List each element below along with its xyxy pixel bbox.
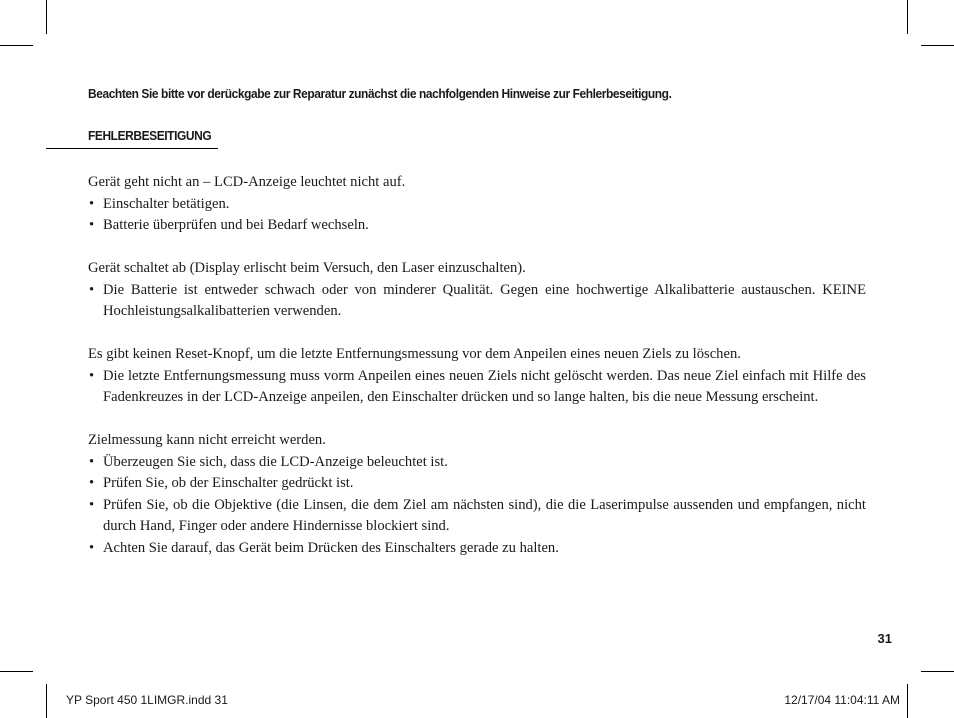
crop-mark-top-right-vertical — [907, 0, 908, 34]
page-number: 31 — [877, 631, 892, 646]
problem-statement: Gerät geht nicht an – LCD-Anzeige leuchtet nicht auf. — [88, 174, 406, 190]
troubleshooting-item — [88, 258, 866, 323]
solution-item: • Achten Sie darauf, das Gerät beim Drücken des Einschalters gerade zu halten. — [88, 538, 866, 560]
solution-item: • Prüfen Sie, ob der Einschalter gedrückt ist. — [88, 473, 866, 495]
crop-mark-bottom-right-vertical — [907, 684, 908, 718]
solution-item: • Prüfen Sie, ob die Objektive (die Linsen, die dem Ziel am nächsten sind), die die Laserimpulse aussenden und empfangen, nicht durch Hand, Finger oder andere Hindernisse blockiert sind. — [88, 495, 866, 538]
print-slug-file: YP Sport 450 1LIMGR.indd 31 — [66, 693, 228, 707]
problem-statement: Es gibt keinen Reset-Knopf, um die letzte Entfernungsmessung vor dem Anpeilen eines neuen Ziels zu löschen. — [88, 346, 741, 362]
solution-list — [88, 194, 866, 237]
problem-statement: Gerät schaltet ab (Display erlischt beim Versuch, den Laser einzuschalten). — [88, 260, 526, 276]
solution-item: • Die Batterie ist entweder schwach oder von minderer Qualität. Gegen eine hochwertige Alkalibatterie austauschen. KEINE Hochleistungsalkalibatterien verwenden. — [88, 280, 866, 323]
section-heading: FEHLERBESEITIGUNG — [88, 128, 212, 143]
crop-mark-bottom-left-horizontal — [0, 671, 33, 672]
solution-item: • Batterie überprüfen und bei Bedarf wechseln. — [88, 215, 866, 237]
heading-underline — [46, 148, 218, 149]
troubleshooting-item — [88, 172, 866, 237]
crop-mark-top-left-vertical — [46, 0, 47, 34]
crop-mark-top-left-horizontal — [0, 45, 33, 46]
solution-item: • Die letzte Entfernungsmessung muss vorm Anpeilen eines neuen Ziels nicht gelöscht werden. Das neue Ziel einfach mit Hilfe des Fadenkreuzes in der LCD-Anzeige anpeilen, den Einschalter drücken und so lange halten, bis die neue Messung erscheint. — [88, 366, 866, 409]
troubleshooting-item — [88, 430, 866, 559]
crop-mark-bottom-right-horizontal — [921, 671, 954, 672]
solution-list — [88, 280, 866, 323]
solution-list — [88, 452, 866, 560]
troubleshooting-content — [88, 172, 866, 581]
troubleshooting-item — [88, 344, 866, 409]
crop-mark-top-right-horizontal — [921, 45, 954, 46]
solution-item: • Einschalter betätigen. — [88, 194, 866, 216]
problem-statement: Zielmessung kann nicht erreicht werden. — [88, 432, 326, 448]
intro-text: Beachten Sie bitte vor derückgabe zur Reparatur zunächst die nachfolgenden Hinweise zur Fehlerbeseitigung. — [88, 86, 672, 101]
print-slug-timestamp: 12/17/04 11:04:11 AM — [784, 693, 900, 707]
solution-list — [88, 366, 866, 409]
solution-item: • Überzeugen Sie sich, dass die LCD-Anzeige beleuchtet ist. — [88, 452, 866, 474]
crop-mark-bottom-left-vertical — [46, 684, 47, 718]
